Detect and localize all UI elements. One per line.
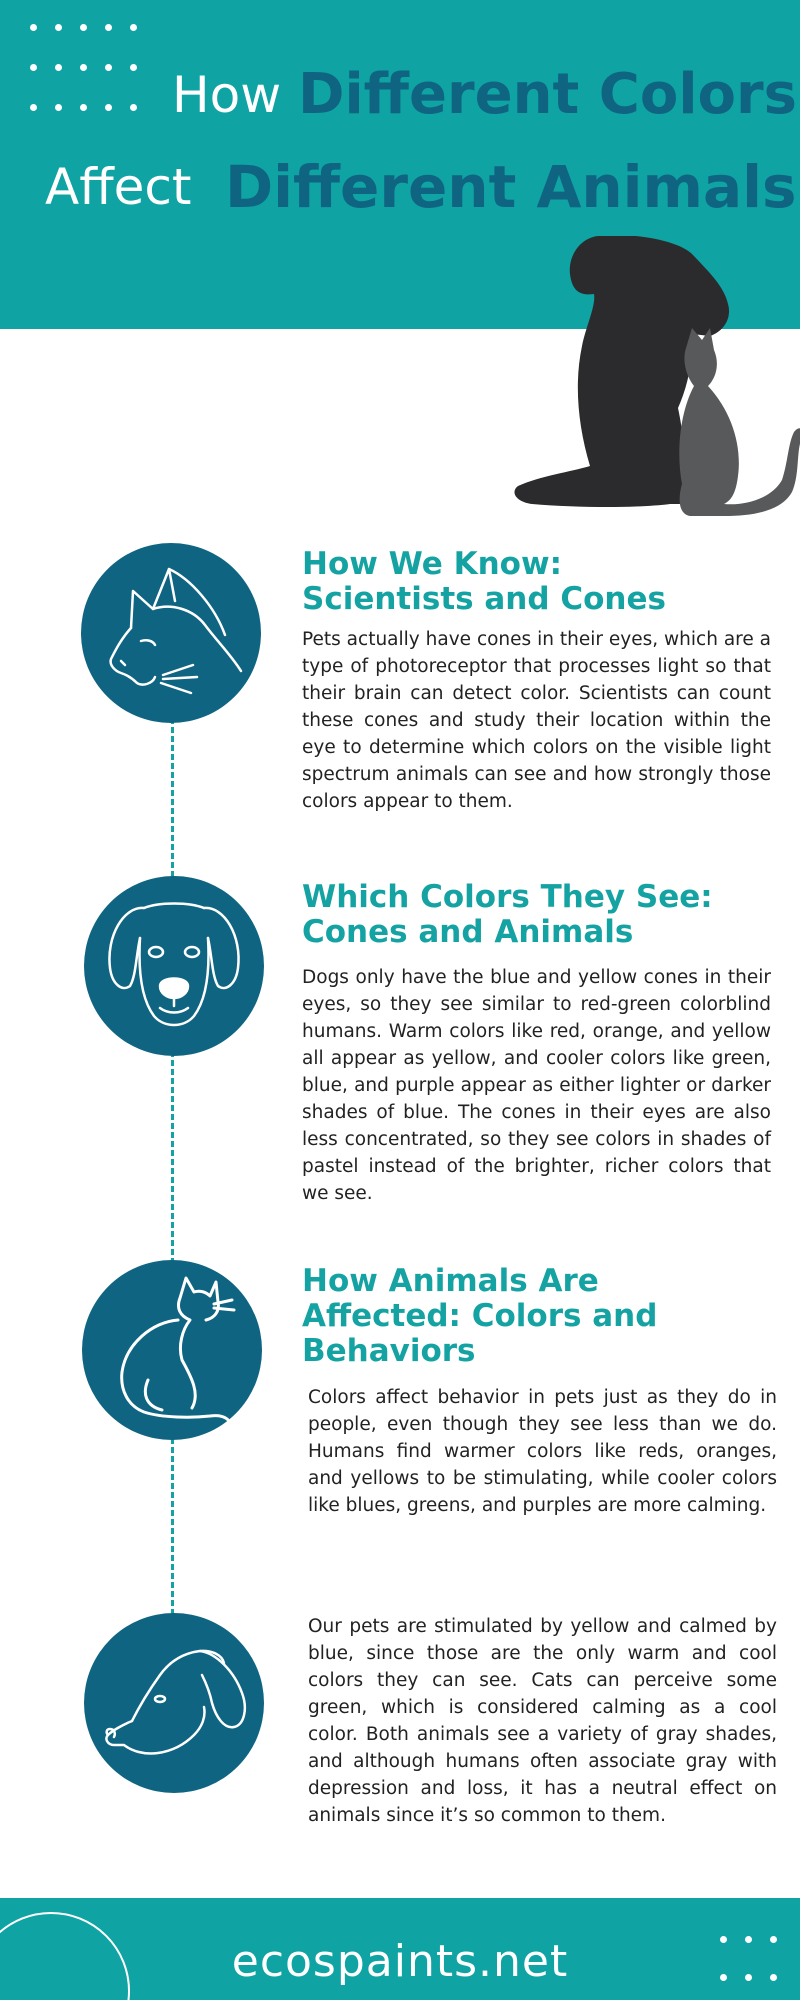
section-3-title: How Animals Are Affected: Colors and Behaviors <box>302 1263 658 1369</box>
dog-head-profile-icon <box>84 1613 264 1793</box>
cat-head-icon <box>81 543 261 723</box>
section-1-title: How We Know: Scientists and Cones <box>302 546 666 617</box>
section-2-body: Dogs only have the blue and yellow cones in their eyes, so they see similar to red-green colorblind humans. Warm colors like red, orange, and yellow all appear as yellow, and cooler colors like green, blue, and purple appear as either lighter or darker shades of blue. The cones in their eyes are also less concentrated, so they see colors in shades of pastel instead of the brighter, richer colors that we see. <box>302 967 771 1204</box>
title-how: How <box>172 66 282 124</box>
title-affect: Affect <box>45 158 192 216</box>
title-different-animals: Different Animals <box>225 153 797 221</box>
title-different-colors: Different Colors <box>298 62 797 127</box>
section-3-body: Colors affect behavior in pets just as they do in people, even though they see less than we do. Humans find warmer colors like reds, oranges, and yellows to be stimulating, while cooler colors like blues, greens, and purples are more calming. <box>308 1387 777 1516</box>
section-2-icon-circle <box>84 876 264 1056</box>
decorative-dots-top-left <box>30 24 145 119</box>
section-1-body: Pets actually have cones in their eyes, which are a type of photoreceptor that processes light so that their brain can detect color. Scientists can count these cones and study their location within the eye to determine which colors on the visible light spectrum animals can see and how strongly those colors appear to them. <box>302 629 771 812</box>
section-1-icon-circle <box>81 543 261 723</box>
section-2-title: Which Colors They See: Cones and Animals <box>302 879 713 950</box>
footer-banner <box>0 1898 800 2000</box>
website-link[interactable]: ecospaints.net <box>231 1936 569 1987</box>
section-4-body: Our pets are stimulated by yellow and calmed by blue, since those are the only warm and cool colors they can see. Cats can perceive some green, which is considered calming as a cool color. Both animals see a variety of gray shades, and although humans often associate gray with depression and loss, it has a neutral effect on animals since it’s so common to them. <box>308 1616 777 1826</box>
section-4-icon-circle <box>84 1613 264 1793</box>
dog-and-cat-silhouette-icon <box>510 236 800 516</box>
sitting-cat-icon <box>82 1260 262 1440</box>
dog-face-icon <box>84 876 264 1056</box>
section-3-icon-circle <box>82 1260 262 1440</box>
timeline-dashed-line <box>171 700 174 1660</box>
